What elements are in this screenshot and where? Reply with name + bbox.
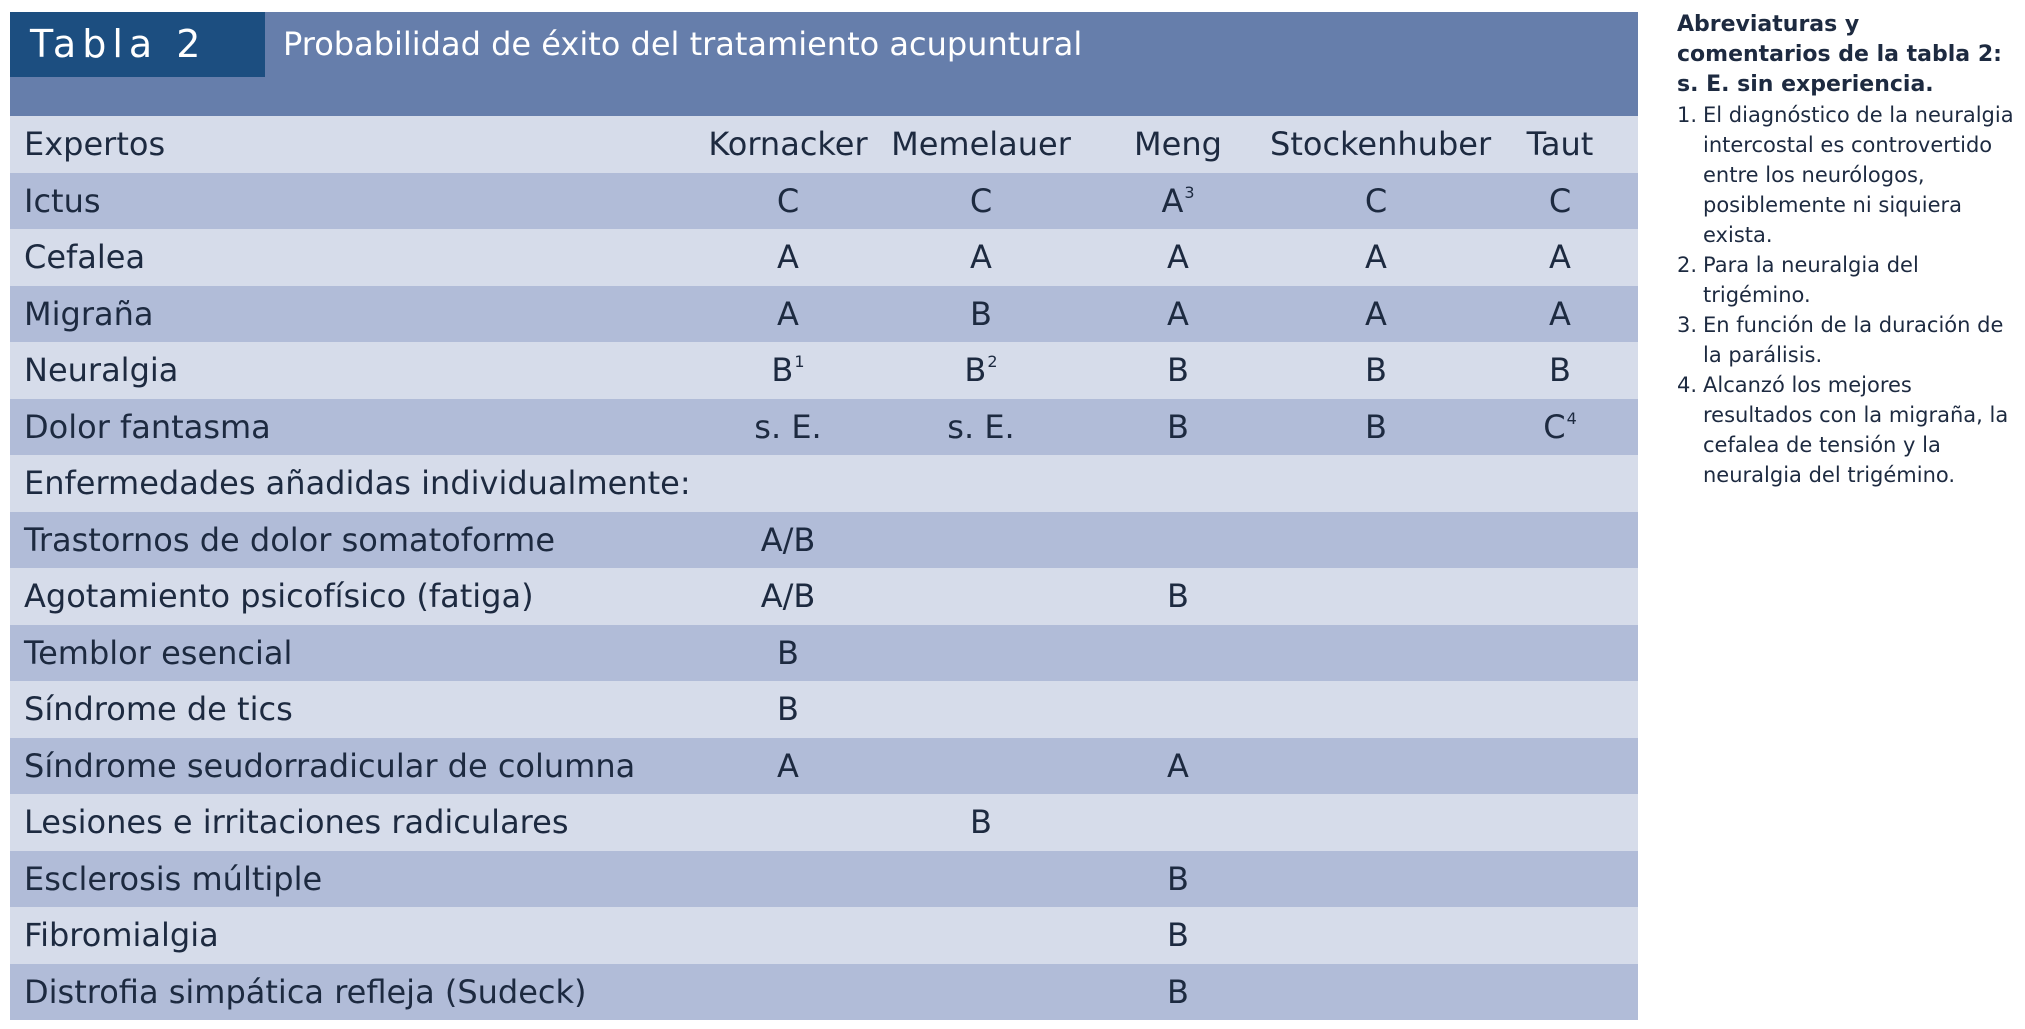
row-label: Agotamiento psicofísico (fatiga) <box>24 577 534 616</box>
header-experts: Expertos <box>24 125 166 164</box>
rating-cell <box>1270 408 1482 446</box>
rating-cell <box>1482 408 1638 446</box>
row-label: Trastornos de dolor somatoforme <box>24 520 556 559</box>
rating-value: A <box>1167 746 1189 785</box>
rating-value: B <box>771 351 794 390</box>
rating-value: B <box>1549 351 1571 390</box>
rating-value: A <box>777 746 799 785</box>
table-title-bar <box>10 12 1638 116</box>
notes-list <box>1677 100 2017 490</box>
rating-cell <box>1086 295 1270 333</box>
rating-value: C <box>1543 407 1566 446</box>
rating-cell <box>876 295 1086 333</box>
note-item <box>1677 370 2017 490</box>
note-text: En función de la duración de la parálisis. <box>1703 313 2004 367</box>
rating-cell <box>700 238 876 276</box>
table-header-row <box>10 116 1638 173</box>
table-row <box>10 794 1638 851</box>
row-label: Dolor fantasma <box>24 407 271 446</box>
rating-value: B <box>1365 407 1387 446</box>
rating-cell <box>876 408 1086 446</box>
table-row <box>10 286 1638 343</box>
rating-value: C <box>776 181 800 220</box>
rating-cell <box>1086 916 1270 954</box>
rating-cell <box>876 351 1086 389</box>
notes-abbreviation: s. E. sin experiencia. <box>1677 72 1934 97</box>
note-item <box>1677 250 2017 310</box>
rating-cell <box>700 634 876 672</box>
rating-cell <box>700 408 876 446</box>
rating-value: A <box>1167 238 1189 277</box>
rating-value: A/B <box>760 577 816 616</box>
table-row <box>10 625 1638 682</box>
rating-value: B <box>1167 916 1189 955</box>
rating-cell <box>1270 238 1482 276</box>
note-number: 3. <box>1677 313 1698 337</box>
row-label: Distrofia simpática refleja (Sudeck) <box>24 972 587 1011</box>
rating-value: s. E. <box>754 407 822 446</box>
header-memelauer: Memelauer <box>891 125 1071 164</box>
note-number: 1. <box>1677 103 1698 127</box>
table-row <box>10 512 1638 569</box>
row-label: Síndrome de tics <box>24 690 293 729</box>
rating-cell <box>700 747 876 785</box>
rating-value: C <box>1548 181 1572 220</box>
rating-value: s. E. <box>947 407 1015 446</box>
rating-value: B <box>1167 577 1189 616</box>
rating-cell <box>1086 238 1270 276</box>
rating-value: B <box>777 633 799 672</box>
footnote-ref: 3 <box>1184 182 1195 202</box>
rating-cell <box>1270 295 1482 333</box>
note-number: 2. <box>1677 253 1698 277</box>
table-row <box>10 342 1638 399</box>
row-label: Síndrome seudorradicular de columna <box>24 746 636 785</box>
rating-cell <box>876 238 1086 276</box>
note-text: El diagnóstico de la neuralgia intercostal es controvertido entre los neurólogos, posiblemente ni siquiera exista. <box>1703 103 2014 247</box>
rating-cell <box>1482 295 1638 333</box>
row-label: Migraña <box>24 294 154 333</box>
rating-value: A <box>777 294 799 333</box>
rating-cell <box>1086 973 1270 1011</box>
row-label: Ictus <box>24 181 101 220</box>
rating-value: B <box>1167 407 1189 446</box>
note-item <box>1677 310 2017 370</box>
rating-cell <box>700 690 876 728</box>
rating-value: C <box>1364 181 1388 220</box>
rating-value: C <box>969 181 993 220</box>
rating-cell <box>1482 238 1638 276</box>
rating-value: A/B <box>760 520 816 559</box>
rating-value: B <box>1167 351 1189 390</box>
rating-cell <box>1086 182 1270 220</box>
rating-cell <box>1482 182 1638 220</box>
rating-cell <box>700 351 876 389</box>
table-label: Tabla 2 <box>10 12 265 77</box>
note-text: Alcanzó los mejores resultados con la migraña, la cefalea de tensión y la neuralgia del trigémino. <box>1703 373 2009 487</box>
rating-cell <box>1086 860 1270 898</box>
rating-cell <box>700 295 876 333</box>
rating-cell <box>1086 408 1270 446</box>
rating-value: B <box>970 803 992 842</box>
row-label: Temblor esencial <box>24 633 293 672</box>
header-kornacker: Kornacker <box>708 125 868 164</box>
table-row <box>10 173 1638 230</box>
table-row <box>10 851 1638 908</box>
rating-value: A <box>1365 238 1387 277</box>
header-taut: Taut <box>1526 125 1594 164</box>
section-label: Enfermedades añadidas individualmente: <box>24 464 691 503</box>
rating-value: B <box>777 690 799 729</box>
row-label: Cefalea <box>24 238 146 277</box>
rating-cell <box>1482 351 1638 389</box>
rating-cell <box>700 521 876 559</box>
footnote-ref: 4 <box>1566 408 1577 428</box>
table-notes <box>1677 10 2017 490</box>
rating-value: A <box>1549 238 1571 277</box>
row-label: Neuralgia <box>24 351 179 390</box>
note-number: 4. <box>1677 373 1698 397</box>
note-item <box>1677 100 2017 250</box>
rating-value: A <box>1167 294 1189 333</box>
section-label-row <box>10 455 1638 512</box>
rating-cell <box>876 803 1086 841</box>
rating-value: A <box>1161 181 1184 220</box>
rating-value: B <box>1365 351 1387 390</box>
rating-value: B <box>1167 859 1189 898</box>
rating-cell <box>1270 351 1482 389</box>
rating-value: A <box>1365 294 1387 333</box>
rating-cell <box>1086 747 1270 785</box>
table-row <box>10 399 1638 456</box>
table-row <box>10 907 1638 964</box>
header-meng: Meng <box>1134 125 1222 164</box>
rating-cell <box>1270 182 1482 220</box>
row-label: Lesiones e irritaciones radiculares <box>24 803 569 842</box>
header-stockenhuber: Stockenhuber <box>1270 125 1492 164</box>
footnote-ref: 1 <box>794 352 805 372</box>
rating-value: B <box>964 351 987 390</box>
note-text: Para la neuralgia del trigémino. <box>1703 253 1919 307</box>
rating-value: A <box>970 238 992 277</box>
rating-cell <box>700 577 876 615</box>
rating-value: A <box>777 238 799 277</box>
rating-cell <box>1086 351 1270 389</box>
table-row <box>10 681 1638 738</box>
table-row <box>10 964 1638 1021</box>
results-table <box>10 12 1638 1020</box>
table-title: Probabilidad de éxito del tratamiento acupuntural <box>283 25 1083 63</box>
footnote-ref: 2 <box>987 352 998 372</box>
rating-value: A <box>1549 294 1571 333</box>
rating-cell <box>876 182 1086 220</box>
table-row <box>10 229 1638 286</box>
rating-value: B <box>1167 972 1189 1011</box>
row-label: Fibromialgia <box>24 916 219 955</box>
rating-cell <box>700 182 876 220</box>
rating-cell <box>1086 577 1270 615</box>
notes-heading: Abreviaturas y comentarios de la tabla 2: <box>1677 12 2002 67</box>
rating-value: B <box>970 294 992 333</box>
table-row <box>10 568 1638 625</box>
table-row <box>10 738 1638 795</box>
row-label: Esclerosis múltiple <box>24 859 323 898</box>
